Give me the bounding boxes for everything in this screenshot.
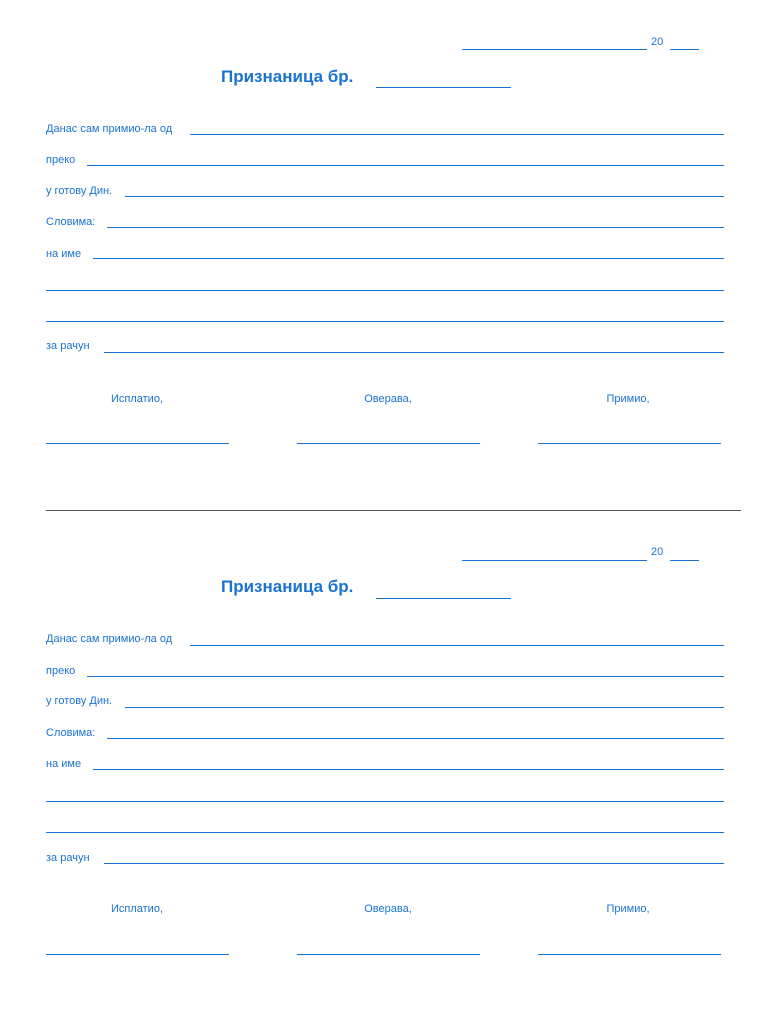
received-by-signature-line[interactable] [538, 954, 721, 955]
in-words-line[interactable] [107, 227, 724, 228]
blank-line-2[interactable] [46, 832, 724, 833]
cash-label: у готову Дин. [46, 185, 113, 197]
received-by-label: Примио, [606, 393, 650, 405]
year-suffix-line[interactable] [670, 49, 699, 50]
receipt-form-2 [0, 511, 768, 991]
via-label: преко [46, 665, 76, 677]
via-line[interactable] [87, 165, 724, 166]
blank-line-2[interactable] [46, 321, 724, 322]
receipt-number-line[interactable] [376, 87, 511, 88]
paid-by-signature-line[interactable] [46, 443, 229, 444]
in-words-label: Словима: [46, 727, 96, 739]
on-name-label: на име [46, 758, 82, 770]
cash-label: у готову Дин. [46, 695, 113, 707]
verified-by-signature-line[interactable] [297, 954, 480, 955]
paid-by-label: Исплатио, [110, 903, 163, 915]
received-from-line[interactable] [190, 645, 724, 646]
receipt-number-line[interactable] [376, 598, 511, 599]
for-account-label: за рачун [46, 852, 90, 864]
received-by-signature-line[interactable] [538, 443, 721, 444]
blank-line-1[interactable] [46, 801, 724, 802]
on-name-line[interactable] [93, 258, 724, 259]
received-from-line[interactable] [190, 134, 724, 135]
for-account-line[interactable] [104, 352, 724, 353]
year-prefix: 20 [651, 36, 664, 48]
date-line[interactable] [462, 49, 647, 50]
blank-line-1[interactable] [46, 290, 724, 291]
year-suffix-line[interactable] [670, 560, 699, 561]
cash-amount-line[interactable] [125, 196, 724, 197]
via-label: преко [46, 154, 76, 166]
receipt-form-1 [0, 0, 768, 480]
verified-by-label: Оверава, [364, 393, 412, 405]
verified-by-signature-line[interactable] [297, 443, 480, 444]
cash-amount-line[interactable] [125, 707, 724, 708]
received-by-label: Примио, [606, 903, 650, 915]
received-from-label: Данас сам примио-ла од [46, 633, 173, 645]
verified-by-label: Оверава, [364, 903, 412, 915]
in-words-label: Словима: [46, 216, 96, 228]
receipt-title: Признаница бр. [221, 577, 354, 596]
on-name-line[interactable] [93, 769, 724, 770]
for-account-label: за рачун [46, 340, 90, 352]
on-name-label: на име [46, 248, 82, 260]
in-words-line[interactable] [107, 738, 724, 739]
receipt-title: Признаница бр. [221, 67, 354, 86]
received-from-label: Данас сам примио-ла од [46, 123, 173, 135]
paid-by-signature-line[interactable] [46, 954, 229, 955]
year-prefix: 20 [651, 546, 664, 558]
via-line[interactable] [87, 676, 724, 677]
for-account-line[interactable] [104, 863, 724, 864]
date-line[interactable] [462, 560, 647, 561]
paid-by-label: Исплатио, [110, 393, 163, 405]
